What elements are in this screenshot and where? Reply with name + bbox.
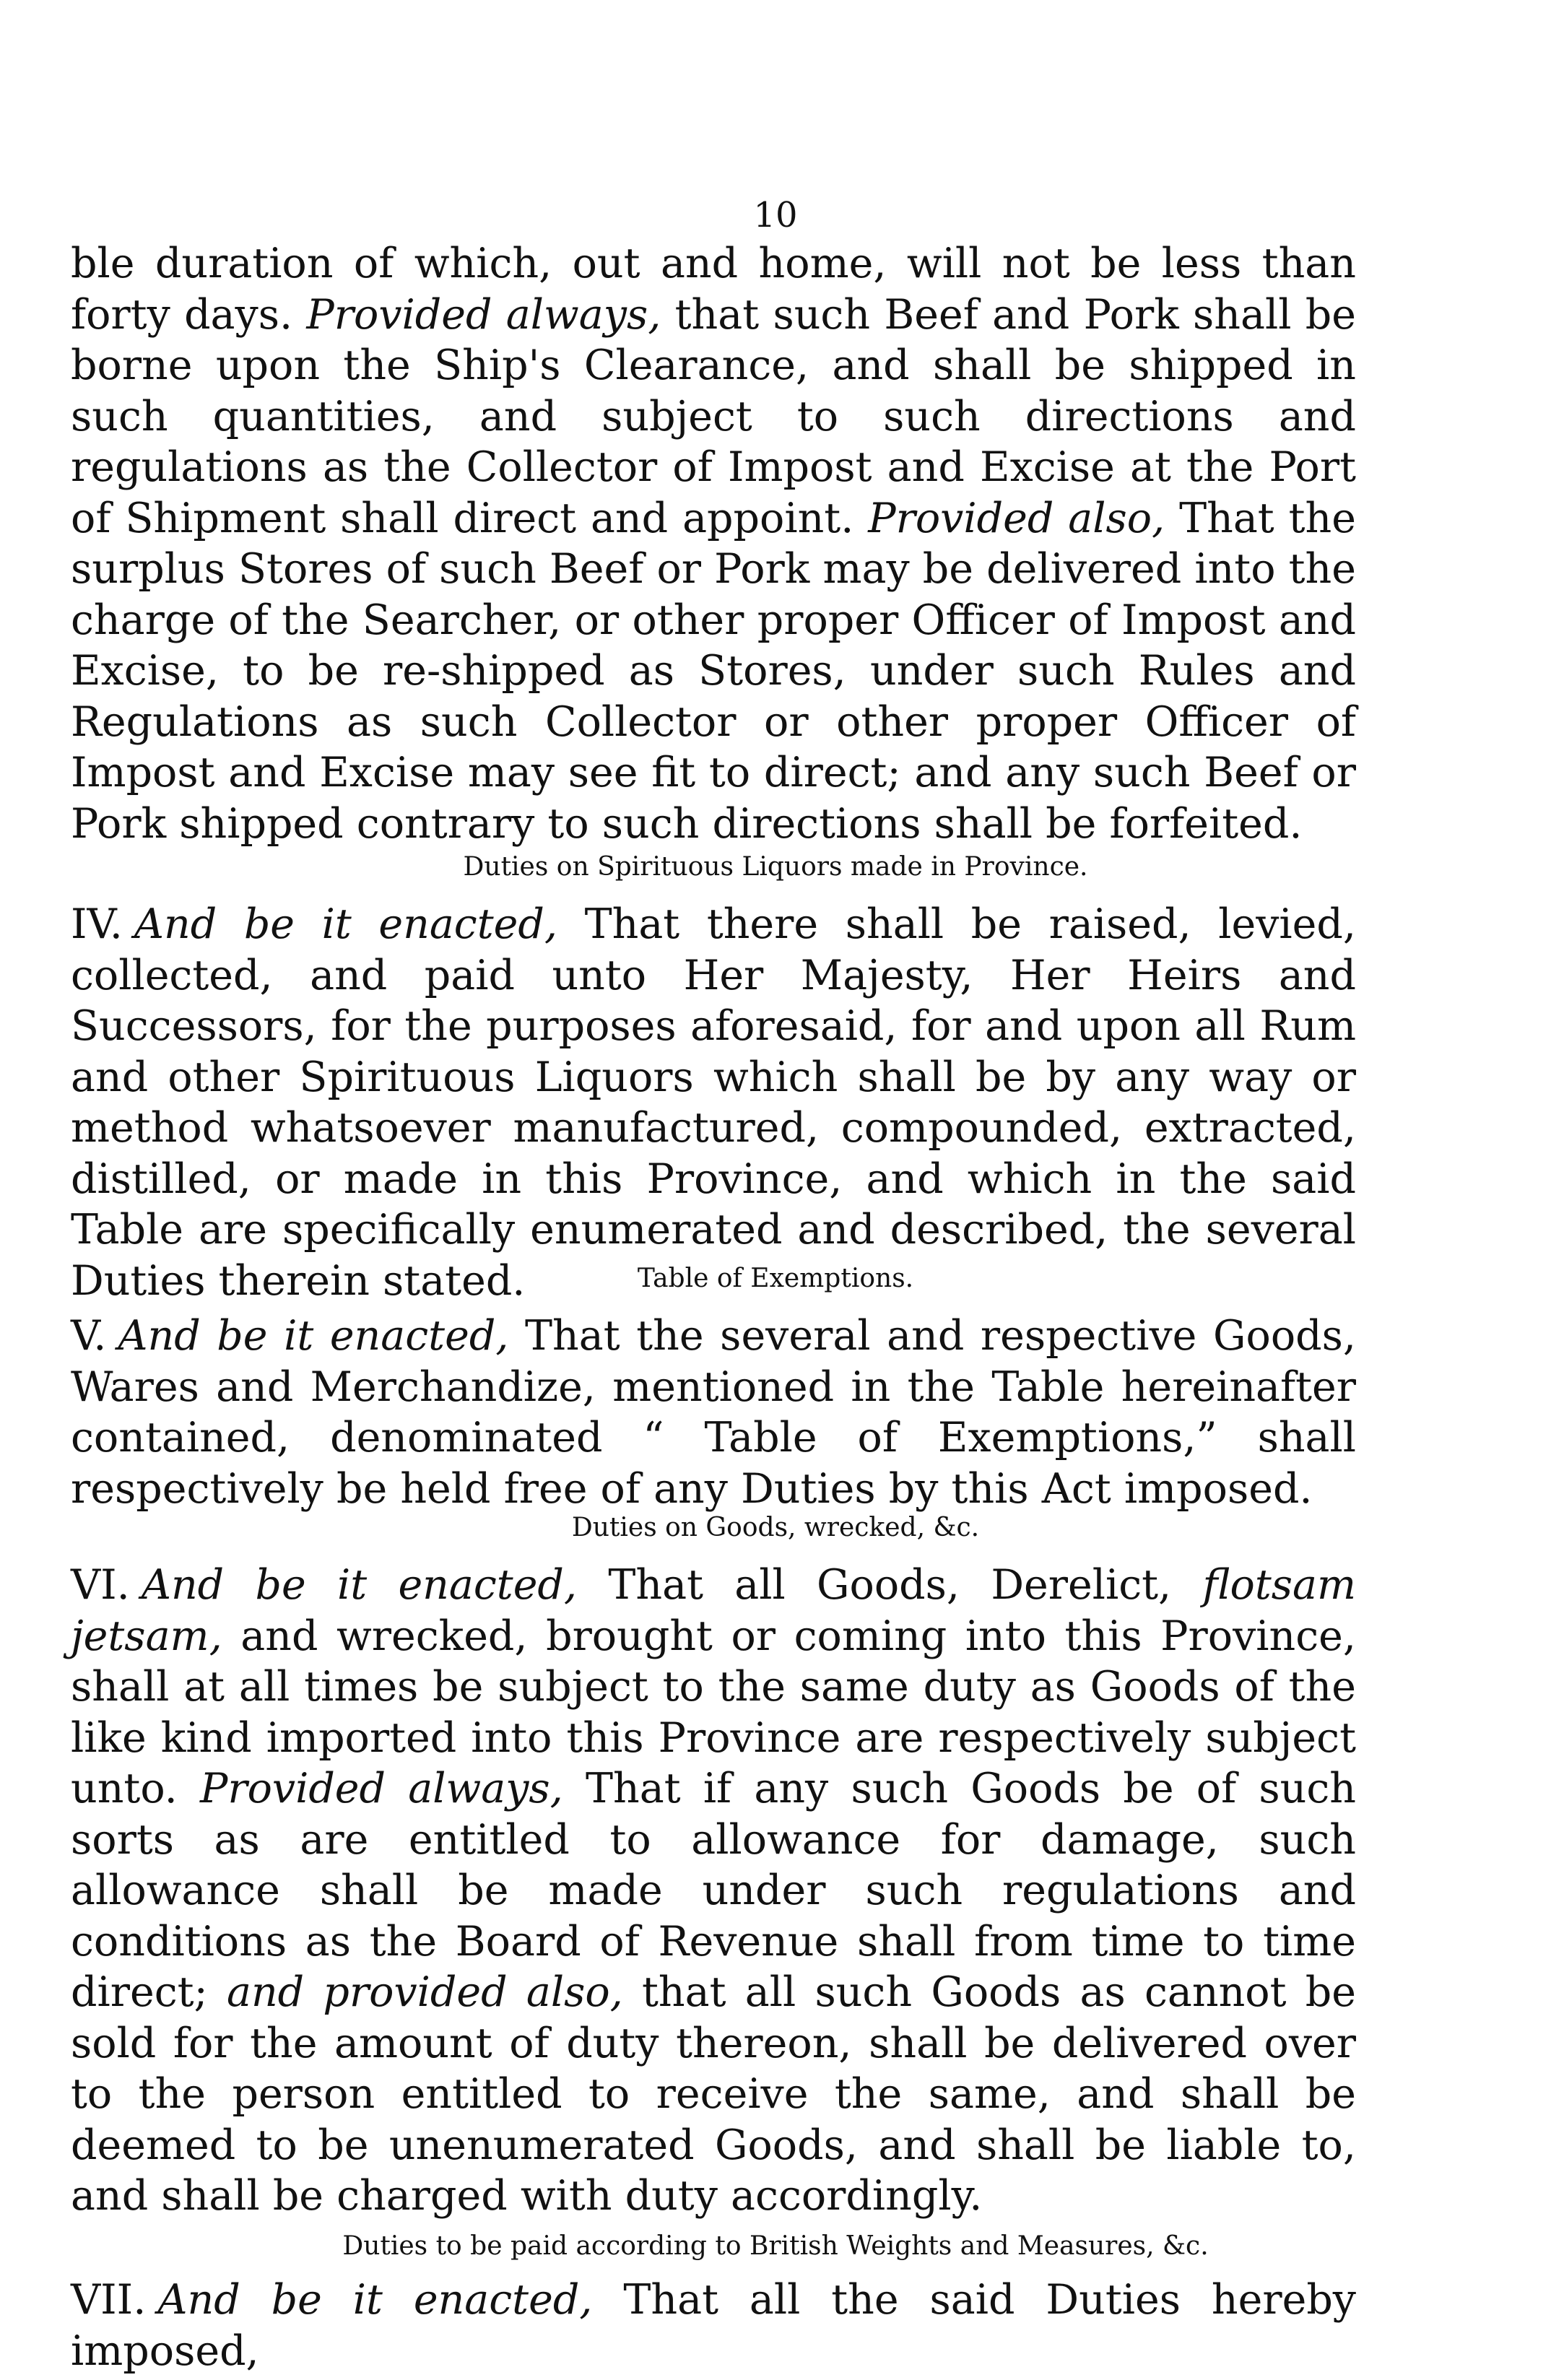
section-7-heading: Duties to be paid according to British Weights and Measures, &c. — [342, 2231, 1209, 2261]
continuation-paragraph — [71, 238, 1356, 849]
section-6-proviso-1: Provided always, — [199, 1765, 563, 1812]
section-5-paragraph — [71, 1311, 1356, 1514]
section-4-number: IV. — [71, 900, 123, 948]
section-7-enacting-clause: And be it enacted, — [157, 2276, 593, 2324]
section-4-paragraph — [71, 899, 1356, 1306]
section-4-enacting-clause: And be it enacted, — [134, 900, 557, 948]
section-4-heading: Duties on Spirituous Liquors made in Province. — [463, 852, 1088, 882]
continuation-proviso-2: Provided also, — [868, 494, 1165, 542]
continuation-proviso-1: Provided always, — [306, 290, 661, 339]
section-6-paragraph — [71, 1560, 1356, 2222]
section-6-text-2: and wrecked, brought or coming into this Province, shall at all times be subject to the same duty as Goods of the like kind imported into this Province are respectively subject unto. — [71, 1612, 1356, 1812]
section-5-heading: Table of Exemptions. — [637, 1264, 914, 1293]
section-5-number: V. — [71, 1312, 107, 1360]
section-6-proviso-2: and provided also, — [226, 1968, 623, 2016]
section-6-number: VI. — [71, 1561, 130, 1609]
continuation-text-1: ble duration of which, out and home, will not be less than forty days. — [71, 240, 1356, 339]
section-5-text: That the several and respective Goods, Wares and Merchandize, mentioned in the Table hereinafter contained, denominated “ Table of Exemptions,” shall respectively be held free of any Duties by this Act imposed. — [71, 1312, 1356, 1513]
section-4-text: That there shall be raised, levied, collected, and paid unto Her Majesty, Her Heirs and Successors, for the purposes aforesaid, for and upon all Rum and other Spirituous Liquors which shall be by any way or method whatsoever manufactured, compounded, extracted, distilled, or made in this Province, and which in the said Table are specifically enumerated and described, the several Duties therein stated. — [71, 900, 1356, 1305]
section-6-text-3: That if any such Goods be of such sorts as are entitled to allowance for damage, such allowance shall be made under such regulations and conditions as the Board of Revenue shall from time to time direct; — [71, 1765, 1356, 2016]
section-7-paragraph — [71, 2275, 1356, 2376]
section-6-flotsam-jetsam: flotsam jetsam, — [71, 1561, 1357, 1660]
section-6-heading: Duties on Goods, wrecked, &c. — [571, 1513, 980, 1542]
continuation-text-2: that such Beef and Pork shall be borne upon the Ship's Clearance, and shall be shipped in such quantities, and subject to such directions and regulations as the Collector of Impost and Excise at the Port of Shipment shall direct and appoint. — [71, 290, 1356, 542]
section-5-enacting-clause: And be it enacted, — [118, 1312, 509, 1360]
section-6-enacting-clause: And be it enacted, — [141, 1561, 578, 1609]
section-7-text: That all the said Duties hereby imposed, — [71, 2276, 1357, 2375]
continuation-text-3: That the surplus Stores of such Beef or Pork may be delivered into the charge of the Searcher, or other proper Officer of Impost and Excise, to be re-shipped as Stores, under such Rules and Regulations as such Collector or other proper Officer of Impost and Excise may see fit to direct; and any such Beef or Pork shipped contrary to such directions shall be forfeited. — [71, 494, 1356, 848]
section-6-text-4: that all such Goods as cannot be sold for the amount of duty thereon, shall be delivered over to the person entitled to receive the same, and shall be deemed to be unenumerated Goods, and shall be liable to, and shall be charged with duty accordingly. — [71, 1968, 1356, 2220]
page-number: 10 — [753, 195, 798, 235]
section-6-text-1: That all Goods, Derelict, — [577, 1561, 1203, 1609]
section-7-number: VII. — [71, 2276, 147, 2324]
